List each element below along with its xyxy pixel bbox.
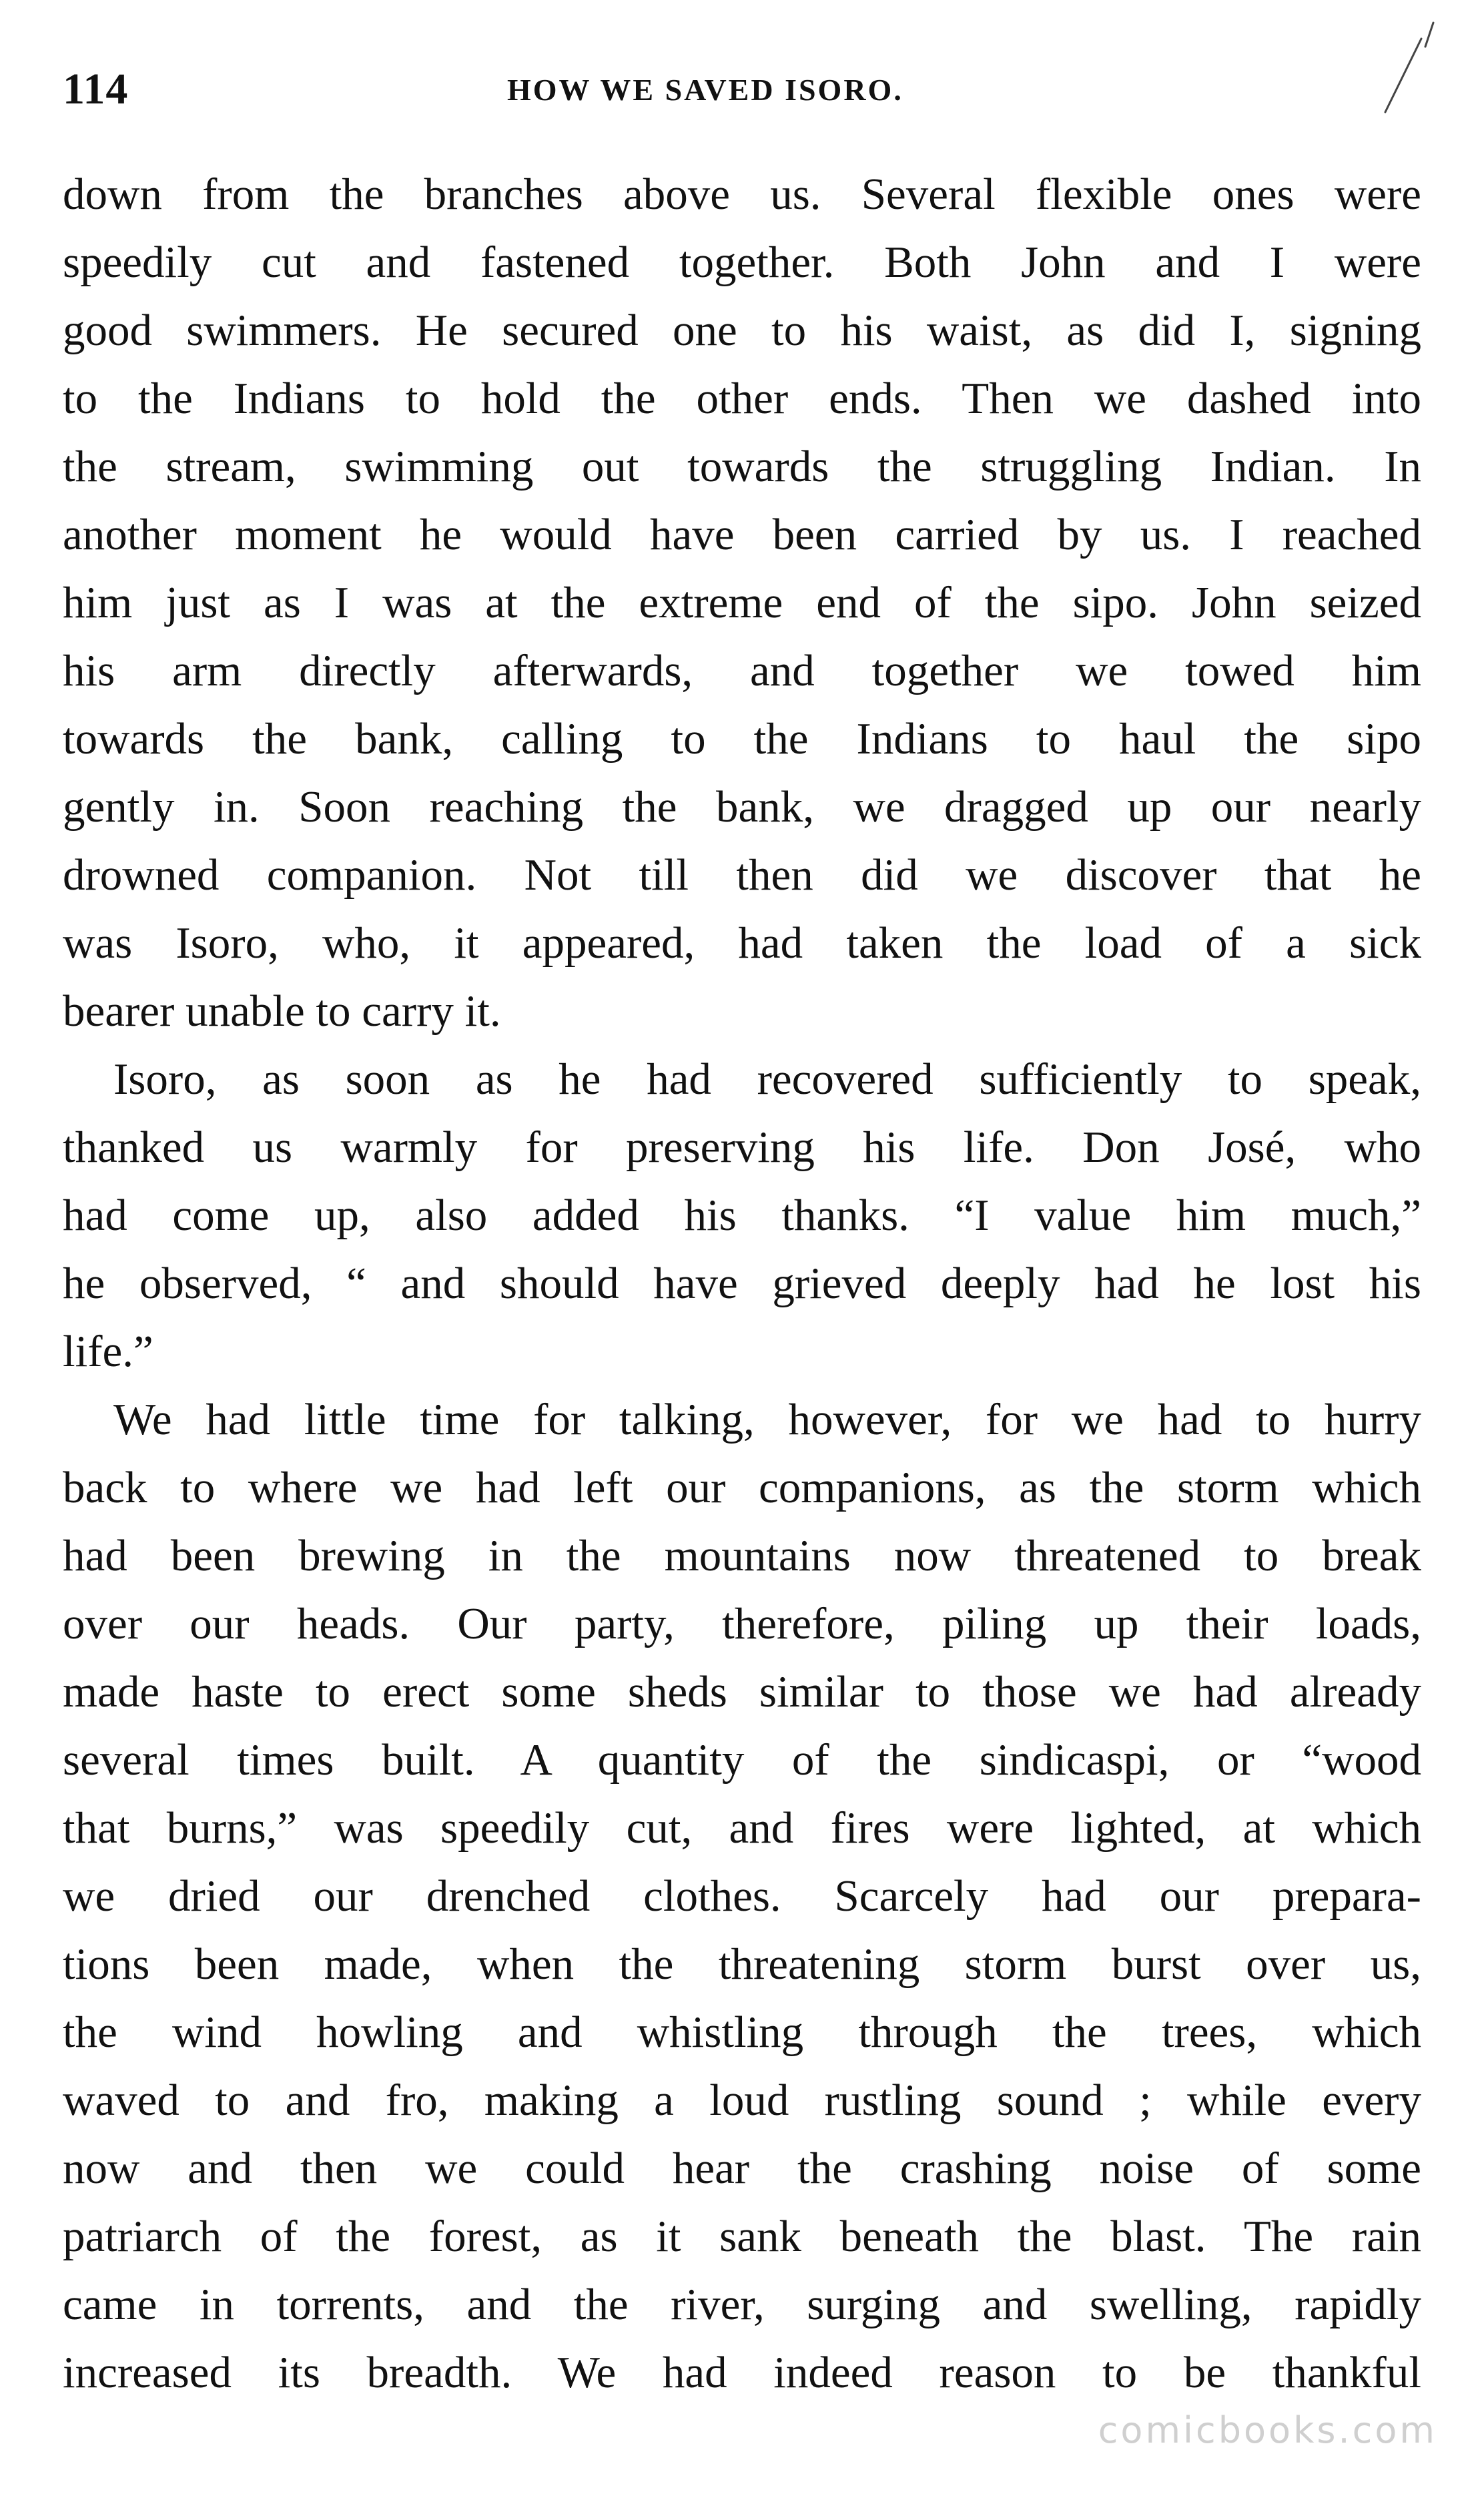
text-line: came in torrents, and the river, surging and swelling, rapidly bbox=[63, 2280, 1421, 2329]
paragraph-2 bbox=[63, 1045, 1421, 1385]
text-line: life.” bbox=[63, 1327, 153, 1376]
text-line: made haste to erect some sheds similar to those we had already bbox=[63, 1667, 1421, 1717]
text-line: was Isoro, who, it appeared, had taken the load of a sick bbox=[63, 918, 1421, 968]
text-line: gently in. Soon reaching the bank, we dragged up our nearly bbox=[63, 782, 1421, 832]
running-head: HOW WE SAVED ISORO. bbox=[507, 73, 903, 107]
text-line: the wind howling and whistling through the trees, which bbox=[63, 2007, 1421, 2057]
text-line: back to where we had left our companions, as the storm which bbox=[63, 1463, 1421, 1512]
text-line: Isoro, as soon as he had recovered sufficiently to speak, bbox=[113, 1054, 1421, 1104]
text-line: down from the branches above us. Several flexible ones were bbox=[63, 170, 1421, 219]
text-line: towards the bank, calling to the Indians to haul the sipo bbox=[63, 714, 1421, 763]
text-line: waved to and fro, making a loud rustling sound ; while every bbox=[63, 2076, 1421, 2125]
text-line: good swimmers. He secured one to his waist, as did I, signing bbox=[63, 306, 1421, 355]
text-line: thanked us warmly for preserving his life. Don José, who bbox=[63, 1123, 1421, 1172]
text-line: had come up, also added his thanks. “I value him much,” bbox=[63, 1191, 1421, 1240]
text-line: speedily cut and fastened together. Both John and I were bbox=[63, 238, 1421, 287]
text-line: he observed, “ and should have grieved deeply had he lost his bbox=[63, 1259, 1421, 1308]
text-line: now and then we could hear the crashing noise of some bbox=[63, 2144, 1421, 2193]
paragraph-3 bbox=[63, 1385, 1421, 2407]
paragraph-1 bbox=[63, 160, 1421, 1045]
text-line: him just as I was at the extreme end of the sipo. John seized bbox=[63, 578, 1421, 627]
text-line: we dried our drenched clothes. Scarcely had our prepara- bbox=[63, 1871, 1421, 1921]
body-text bbox=[63, 160, 1421, 2407]
text-line: bearer unable to carry it. bbox=[63, 986, 501, 1036]
pencil-mark-icon bbox=[1381, 19, 1441, 119]
text-line: to the Indians to hold the other ends. Then we dashed into bbox=[63, 374, 1421, 423]
page-number: 114 bbox=[63, 65, 129, 113]
text-line: over our heads. Our party, therefore, piling up their loads, bbox=[63, 1599, 1421, 1648]
text-line: increased its breadth. We had indeed reason to be thankful bbox=[63, 2348, 1421, 2397]
text-line: that burns,” was speedily cut, and fires were lighted, at which bbox=[63, 1803, 1421, 1853]
text-line: drowned companion. Not till then did we discover that he bbox=[63, 850, 1421, 900]
text-line: tions been made, when the threatening storm burst over us, bbox=[63, 1939, 1421, 1989]
site-watermark: comicbooks.com bbox=[1098, 2409, 1437, 2451]
text-line: had been brewing in the mountains now threatened to break bbox=[63, 1531, 1421, 1580]
text-line: several times built. A quantity of the sindicaspi, or “wood bbox=[63, 1735, 1421, 1785]
text-line: the stream, swimming out towards the struggling Indian. In bbox=[63, 442, 1421, 491]
text-line: We had little time for talking, however, for we had to hurry bbox=[113, 1395, 1421, 1444]
text-line: his arm directly afterwards, and together we towed him bbox=[63, 646, 1421, 695]
text-line: another moment he would have been carried by us. I reached bbox=[63, 510, 1421, 559]
text-line: patriarch of the forest, as it sank beneath the blast. The rain bbox=[63, 2212, 1421, 2261]
